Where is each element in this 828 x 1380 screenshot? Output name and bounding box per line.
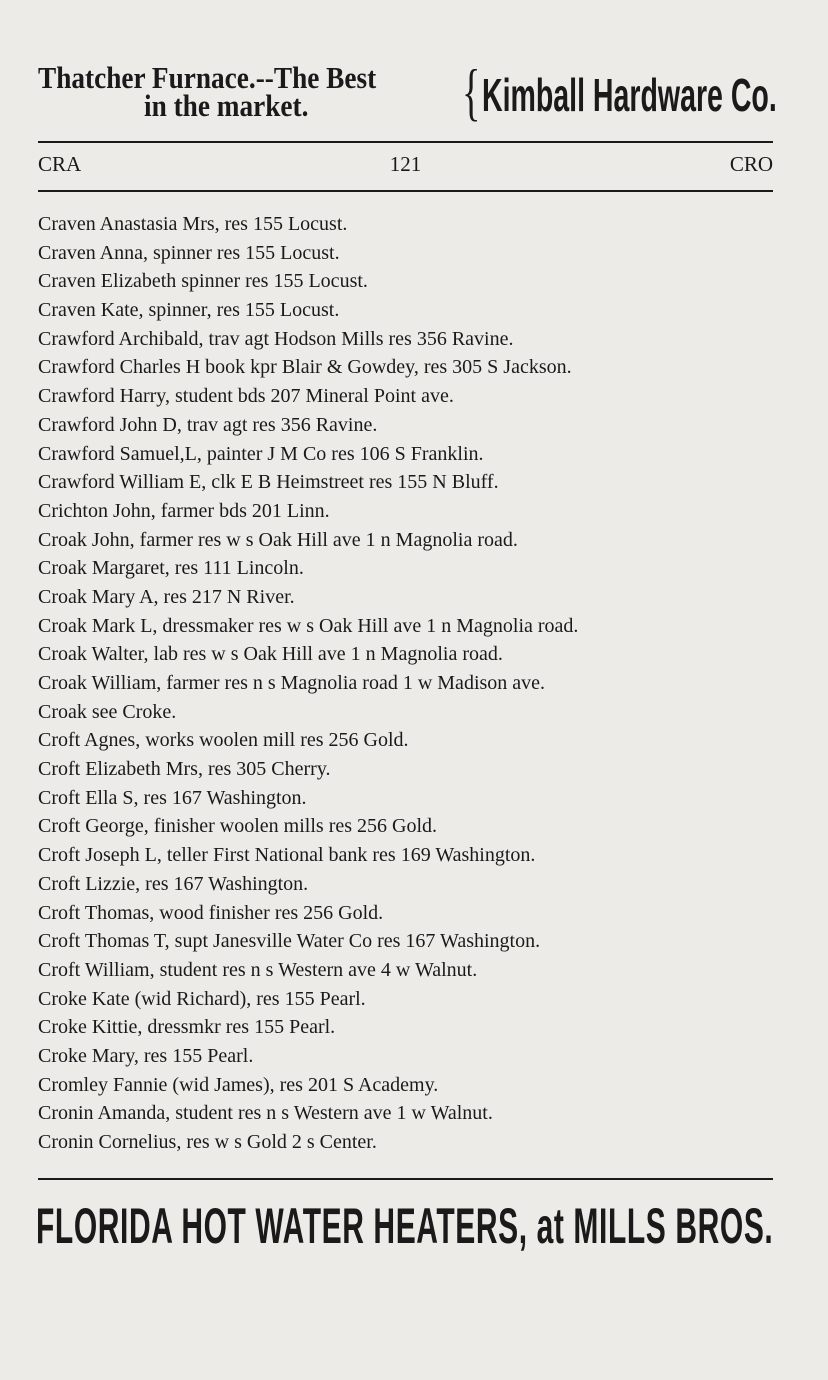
header-ad-brace: { xyxy=(462,56,481,127)
running-head-right: CRO xyxy=(729,152,773,176)
directory-entry: Croak Margaret, res 111 Lincoln. xyxy=(38,557,304,580)
directory-entry: Croak William, farmer res n s Magnolia road 1 w Madison ave. xyxy=(38,672,546,694)
directory-entry: Crawford Harry, student bds 207 Mineral Point ave. xyxy=(38,385,454,408)
directory-entry: Croke Mary, res 155 Pearl. xyxy=(38,1044,254,1067)
directory-entry: Cronin Amanda, student res n s Western ave 1 w Walnut. xyxy=(38,1102,493,1125)
page-number: 121 xyxy=(389,152,422,176)
directory-entry: Croft Thomas T, supt Janesville Water Co res 167 Washington. xyxy=(38,930,541,953)
directory-entry: Croft Thomas, wood finisher res 256 Gold. xyxy=(38,901,384,924)
directory-entry: Croft George, finisher woolen mills res 256 Gold. xyxy=(38,815,438,838)
running-head-left: CRA xyxy=(38,152,82,176)
directory-entry: Croak Mark L, dressmaker res w s Oak Hill ave 1 n Magnolia road. xyxy=(38,614,579,637)
directory-entry: Croke Kate (wid Richard), res 155 Pearl. xyxy=(38,987,366,1010)
header-rule xyxy=(38,190,773,192)
directory-entry: Croft Joseph L, teller First National bank res 169 Washington. xyxy=(38,844,536,867)
directory-entries xyxy=(38,210,773,1157)
running-head xyxy=(38,148,773,180)
footer-advertisement: FLORIDA HOT WATER HEATERS, at MILLS BROS. xyxy=(36,1198,774,1254)
directory-entry: Crawford Charles H book kpr Blair & Gowdey, res 305 S Jackson. xyxy=(38,356,572,379)
directory-entry: Cronin Cornelius, res w s Gold 2 s Center. xyxy=(38,1131,377,1153)
directory-entry: Croak John, farmer res w s Oak Hill ave 1 n Magnolia road. xyxy=(38,528,518,551)
directory-entry: Croft Ella S, res 167 Washington. xyxy=(38,786,307,809)
directory-entry: Craven Anna, spinner res 155 Locust. xyxy=(38,241,340,264)
header-ad-left-line1: Thatcher Furnace.--The Best xyxy=(38,60,377,95)
directory-entry: Croft Lizzie, res 167 Washington. xyxy=(38,872,309,895)
directory-entry: Crawford Samuel,L, painter J M Co res 106 S Franklin. xyxy=(38,442,484,465)
directory-entry: Crawford Archibald, trav agt Hodson Mills res 356 Ravine. xyxy=(38,327,514,350)
directory-entry: Croak Mary A, res 217 N River. xyxy=(38,585,295,608)
directory-entry: Craven Elizabeth spinner res 155 Locust. xyxy=(38,270,368,293)
header-advertisement xyxy=(38,56,778,130)
directory-entry: Croft William, student res n s Western ave 4 w Walnut. xyxy=(38,958,478,981)
directory-entry: Crichton John, farmer bds 201 Linn. xyxy=(38,499,330,522)
directory-entry: Cromley Fannie (wid James), res 201 S Academy. xyxy=(38,1073,439,1096)
top-rule xyxy=(38,141,773,143)
directory-entry: Croak see Croke. xyxy=(38,700,177,723)
directory-entry: Croft Agnes, works woolen mill res 256 Gold. xyxy=(38,729,409,752)
directory-entry: Crawford William E, clk E B Heimstreet res 155 N Bluff. xyxy=(38,471,499,494)
directory-entry: Croak Walter, lab res w s Oak Hill ave 1 n Magnolia road. xyxy=(38,643,503,666)
directory-entry: Craven Anastasia Mrs, res 155 Locust. xyxy=(38,213,348,235)
directory-entry: Croke Kittie, dressmkr res 155 Pearl. xyxy=(38,1016,336,1039)
footer-rule xyxy=(38,1178,773,1180)
header-ad-left-line2: in the market. xyxy=(144,88,309,123)
directory-entry: Croft Elizabeth Mrs, res 305 Cherry. xyxy=(38,758,331,781)
directory-entry: Crawford John D, trav agt res 356 Ravine. xyxy=(38,413,378,436)
directory-entry: Craven Kate, spinner, res 155 Locust. xyxy=(38,299,340,322)
header-ad-right: Kimball Hardware Co. xyxy=(482,69,777,121)
